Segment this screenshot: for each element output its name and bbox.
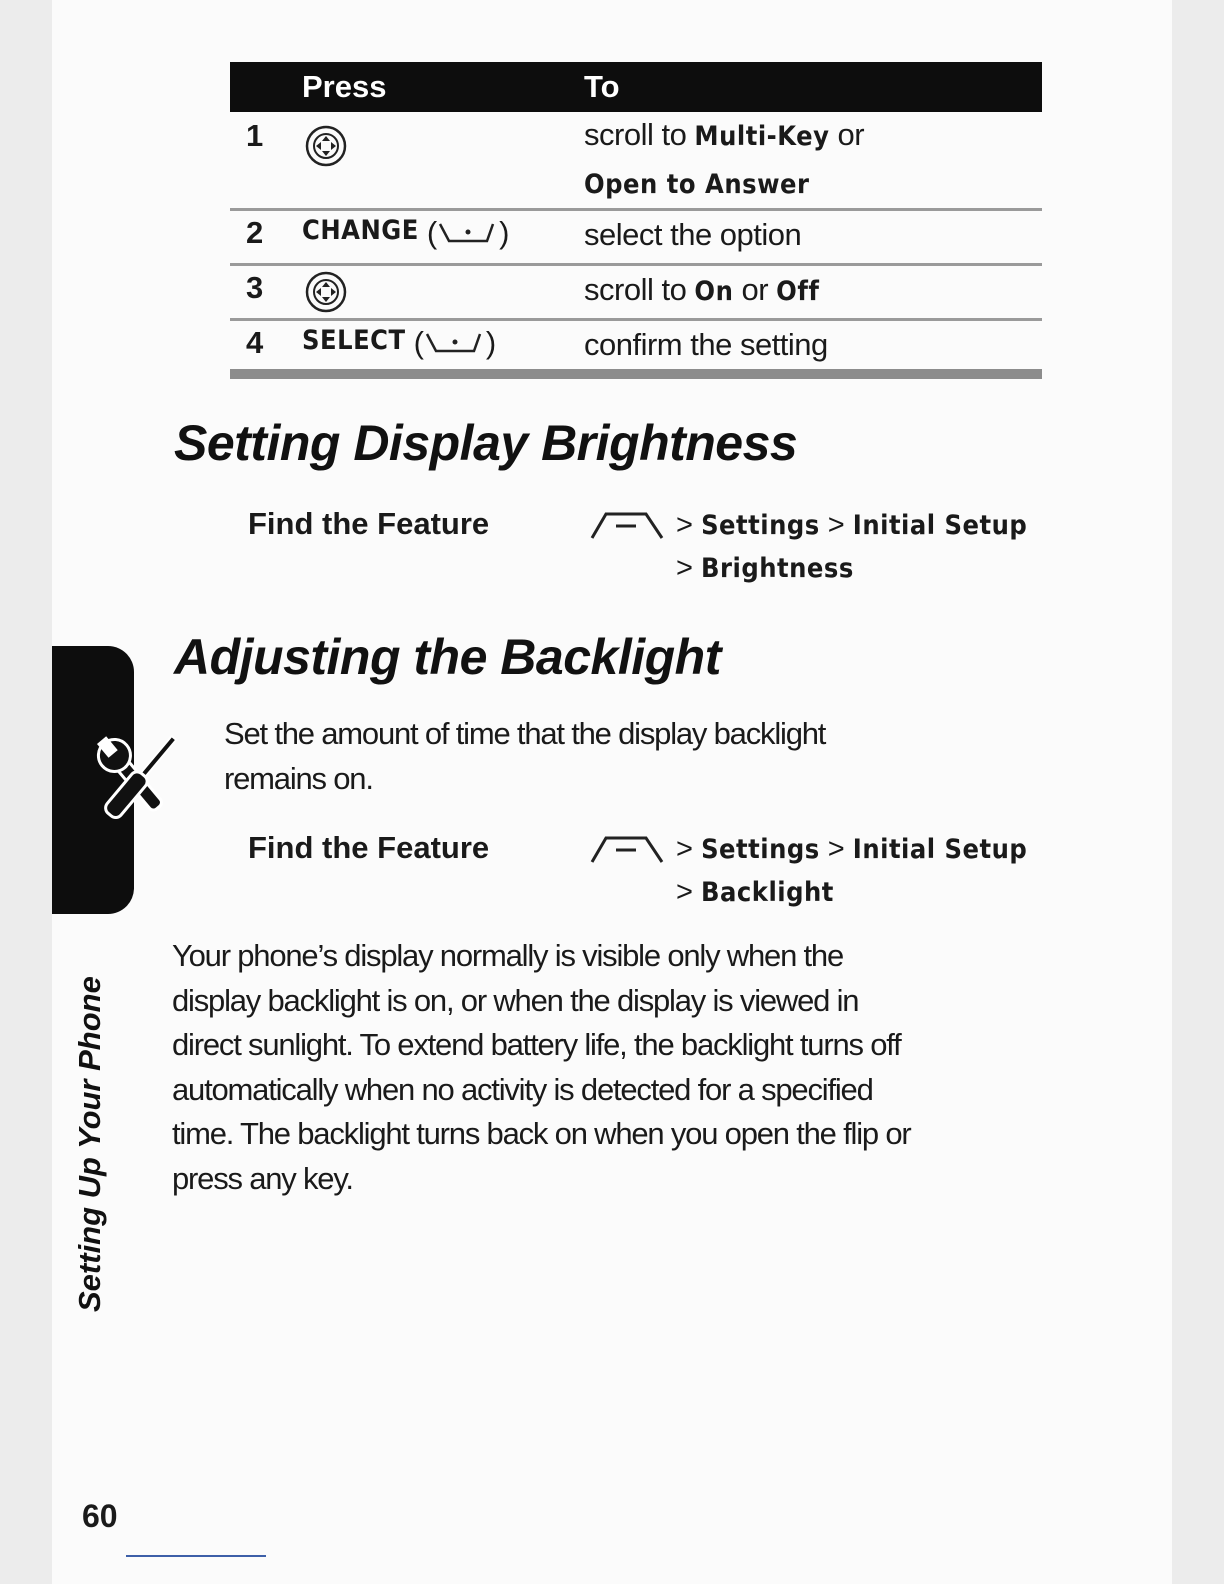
to-cell [584, 112, 1042, 208]
menu-key-icon [588, 834, 668, 864]
table-row [230, 112, 1042, 211]
intro-line: Set the amount of time that the display backlight [224, 716, 826, 751]
press-cell [302, 266, 584, 318]
step-number: 1 [246, 118, 264, 153]
backlight-body [172, 934, 911, 1201]
menu-key-icon [588, 510, 668, 540]
option-on: On [694, 276, 734, 307]
body-line: Your phone’s display normally is visible only when the [172, 938, 844, 973]
path-initial-setup: Initial Setup [852, 510, 1028, 541]
tools-icon [80, 720, 200, 840]
feature-path: > Settings > Initial Setup > Backlight [588, 828, 1027, 914]
press-cell [302, 211, 584, 263]
body-line: press any key. [172, 1160, 353, 1196]
to-text-or: or [733, 272, 777, 307]
header-press: Press [302, 69, 387, 104]
press-cell [302, 321, 584, 369]
chapter-title: Setting Up Your Phone [72, 976, 107, 1312]
intro-line: remains on. [224, 760, 373, 796]
path-settings: Settings [701, 834, 820, 865]
path-settings: Settings [701, 510, 820, 541]
path-initial-setup: Initial Setup [852, 834, 1028, 865]
press-cell [302, 112, 584, 208]
option-open-to-answer: Open to Answer [584, 169, 810, 200]
footer-line [126, 1555, 266, 1557]
center-select-key-icon: ( ) [413, 325, 497, 360]
to-text: scroll to [584, 272, 695, 307]
table-header [230, 62, 1042, 112]
find-feature-label: Find the Feature [248, 830, 490, 865]
press-to-table [230, 62, 1042, 379]
feature-path: > Settings > Initial Setup > Brightness [588, 504, 1027, 590]
center-select-key-icon: ( ) [426, 215, 510, 250]
step-number: 4 [246, 325, 264, 360]
to-text-or: or [829, 117, 865, 152]
to-cell [584, 266, 1042, 318]
page-number: 60 [82, 1498, 118, 1534]
table-row [230, 321, 1042, 369]
nav-key-icon [302, 122, 350, 170]
body-line: direct sunlight. To extend battery life, the backlight turns off [172, 1027, 901, 1062]
body-line: automatically when no activity is detected for a specified [172, 1071, 873, 1107]
section-title-brightness: Setting Display Brightness [174, 415, 798, 471]
body-line: time. The backlight turns back on when you open the flip or [172, 1116, 911, 1151]
option-off: Off [776, 276, 820, 307]
path-brightness: Brightness [701, 553, 854, 584]
path-backlight: Backlight [701, 877, 834, 908]
option-multi-key: Multi-Key [694, 121, 830, 152]
backlight-intro [224, 712, 825, 801]
header-to: To [584, 69, 620, 104]
select-softkey-label: SELECT [302, 325, 406, 356]
section-title-backlight: Adjusting the Backlight [174, 629, 721, 685]
table-row [230, 266, 1042, 321]
to-text: scroll to [584, 117, 695, 152]
step-number: 2 [246, 215, 264, 250]
body-line: display backlight is on, or when the display is viewed in [172, 982, 859, 1018]
step-number: 3 [246, 270, 264, 305]
change-softkey-label: CHANGE [302, 215, 419, 246]
to-cell: confirm the setting [584, 327, 828, 362]
table-row [230, 211, 1042, 266]
to-cell: select the option [584, 217, 802, 252]
table-bottom-rule [230, 369, 1042, 379]
nav-key-icon [302, 268, 350, 316]
find-feature-label: Find the Feature [248, 506, 490, 541]
